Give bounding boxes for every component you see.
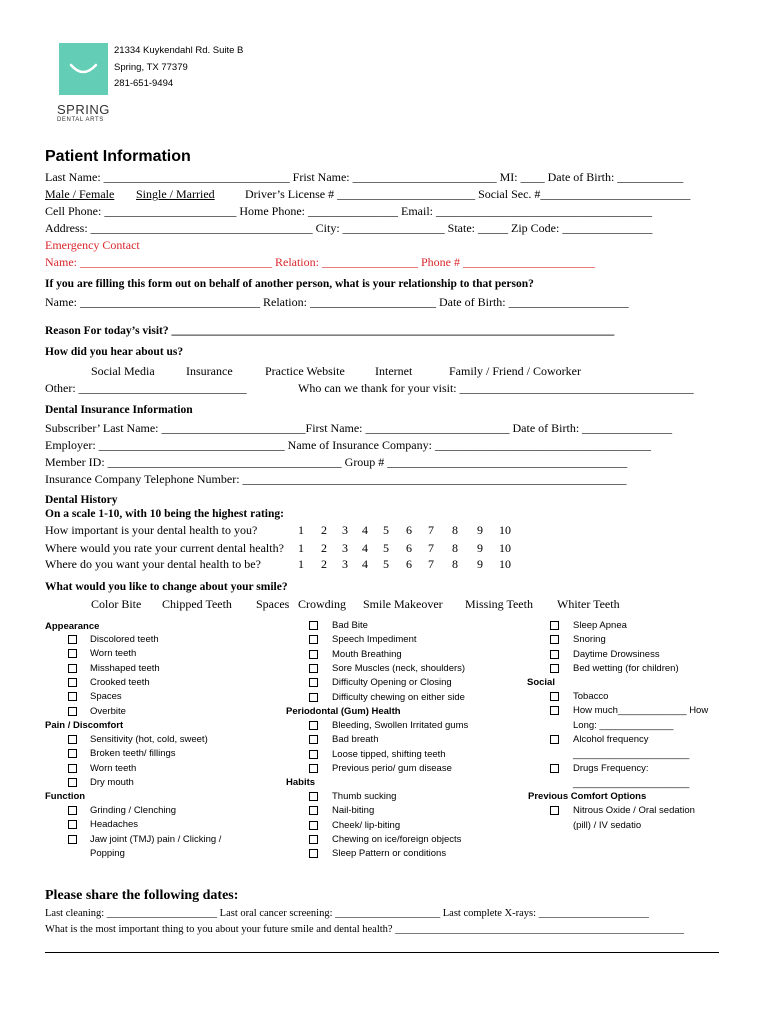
- insurance-row-employer: Employer: _______________________________ Name of Insurance Company: ____________________________________: [45, 438, 651, 452]
- smile-question: What would you like to change about your smile?: [45, 581, 288, 593]
- checkbox-label: Headaches: [90, 819, 139, 831]
- patient-row-license: Driver’s License # _______________________ Social Sec. #_________________________: [245, 187, 691, 201]
- rating-option[interactable]: 8: [452, 523, 458, 537]
- checkbox-label: Bad breath: [332, 734, 379, 746]
- checkbox[interactable]: [68, 707, 77, 716]
- page-title: Patient Information: [45, 148, 191, 165]
- alcohol-line[interactable]: ______________________: [573, 749, 690, 760]
- patient-row-phones: Cell Phone: ______________________ Home Phone: _______________ Email: ____________________________________: [45, 204, 652, 218]
- rating-question: How important is your dental health to you?: [45, 523, 258, 537]
- perio-heading: Periodontal (Gum) Health: [286, 706, 401, 717]
- rating-option[interactable]: 10: [499, 523, 511, 537]
- rating-option[interactable]: 8: [452, 541, 458, 555]
- hear-other-field[interactable]: Other: ____________________________: [45, 381, 247, 395]
- checkbox-label: Bad Bite: [332, 620, 368, 631]
- checkbox-label: Previous perio/ gum disease: [332, 762, 452, 774]
- rating-option[interactable]: 5: [383, 523, 389, 537]
- rating-option[interactable]: 3: [342, 557, 348, 571]
- insurance-row-subscriber: Subscriber’ Last Name: ________________________First Name: ________________________ Date of Birth: _______________: [45, 421, 673, 435]
- checkbox-label: Spaces: [90, 691, 122, 703]
- rating-option[interactable]: 10: [499, 557, 511, 571]
- social-heading: Social: [527, 677, 555, 688]
- checkbox[interactable]: [68, 664, 77, 673]
- hear-option-insurance[interactable]: Insurance: [186, 364, 233, 378]
- checkbox[interactable]: [68, 806, 77, 815]
- rating-option[interactable]: 7: [428, 541, 434, 555]
- checkbox[interactable]: [550, 650, 559, 659]
- smile-option-color-bite[interactable]: Color Bite: [91, 597, 142, 611]
- drugs-checkbox[interactable]: [550, 764, 559, 773]
- alcohol-label: Alcohol frequency: [573, 734, 649, 745]
- hear-option-family[interactable]: Family / Friend / Coworker: [449, 364, 581, 378]
- smile-option-chipped[interactable]: Chipped Teeth: [162, 597, 232, 611]
- checkbox-label: Difficulty chewing on either side: [332, 691, 465, 703]
- checkbox[interactable]: [68, 735, 77, 744]
- checkbox-label: Grinding / Clenching: [90, 805, 177, 816]
- rating-question: Where would you rate your current dental health?: [45, 541, 284, 555]
- behalf-row: Name: ______________________________ Relation: _____________________ Date of Birth: ____________________: [45, 295, 629, 309]
- practice-phone: 281-651-9494: [114, 78, 174, 89]
- nitrous-label: Nitrous Oxide / Oral sedation: [573, 805, 695, 816]
- checkbox-label: Crooked teeth: [90, 676, 150, 688]
- checkbox-label: Broken teeth/ fillings: [90, 748, 176, 760]
- rating-question: Where do you want your dental health to be?: [45, 557, 261, 571]
- behalf-question: If you are filling this form out on behalf of another person, what is your relationship to that person?: [45, 278, 534, 290]
- rating-option[interactable]: 4: [362, 523, 368, 537]
- smile-icon: [59, 43, 108, 95]
- tobacco-checkbox[interactable]: [550, 692, 559, 701]
- dates-heading: Please share the following dates:: [45, 888, 239, 903]
- important-question: What is the most important thing to you about your future smile and dental health? _______________________________________________________: [45, 924, 684, 935]
- logo-subtitle: DENTAL ARTS: [57, 117, 104, 123]
- checkbox[interactable]: [550, 621, 559, 630]
- comfort-heading: Previous Comfort Options: [528, 791, 647, 802]
- smile-option-missing[interactable]: Missing Teeth: [465, 597, 533, 611]
- insurance-row-phone: Insurance Company Telephone Number: ________________________________________________________________: [45, 472, 627, 486]
- nitrous-checkbox[interactable]: [550, 806, 559, 815]
- long-field[interactable]: Long: ______________: [573, 720, 674, 731]
- smile-option-makeover[interactable]: Smile Makeover: [363, 597, 443, 611]
- checkbox-label: Sensitivity (hot, cold, sweet): [90, 734, 208, 745]
- rating-option[interactable]: 2: [321, 557, 327, 571]
- emergency-contact-row: Name: ________________________________ Relation: ________________ Phone # ______________________: [45, 255, 595, 269]
- checkbox[interactable]: [309, 678, 318, 687]
- practice-logo-mark: [59, 43, 108, 95]
- rating-option[interactable]: 5: [383, 541, 389, 555]
- rating-option[interactable]: 5: [383, 557, 389, 571]
- rating-option[interactable]: 6: [406, 541, 412, 555]
- rating-option[interactable]: 6: [406, 523, 412, 537]
- checkbox-label: Thumb sucking: [332, 791, 397, 802]
- checkbox-label: Speech Impediment: [332, 634, 417, 646]
- checkbox[interactable]: [309, 721, 318, 730]
- checkbox-label: Dry mouth: [90, 776, 134, 788]
- emergency-contact-label: Emergency Contact: [45, 238, 140, 252]
- checkbox[interactable]: [550, 664, 559, 673]
- history-heading: Dental History: [45, 494, 118, 506]
- rating-option[interactable]: 2: [321, 541, 327, 555]
- hear-option-internet[interactable]: Internet: [375, 364, 413, 378]
- smile-option-whiter[interactable]: Whiter Teeth: [557, 597, 620, 611]
- patient-row-names: Last Name: _______________________________ Frist Name: ________________________ MI: ____ Date of Birth: ___________: [45, 170, 684, 184]
- checkbox[interactable]: [68, 835, 77, 844]
- drugs-line[interactable]: ______________________: [573, 778, 690, 789]
- rating-option[interactable]: 9: [477, 523, 483, 537]
- rating-option[interactable]: 4: [362, 541, 368, 555]
- insurance-heading: Dental Insurance Information: [45, 404, 193, 416]
- checkbox[interactable]: [309, 821, 318, 830]
- checkbox-label: Overbite: [90, 705, 126, 717]
- checkbox-label: Sore Muscles (neck, shoulders): [332, 662, 466, 674]
- checkbox-label: Chewing on ice/foreign objects: [332, 833, 462, 845]
- answer-line[interactable]: [45, 952, 719, 953]
- rating-option[interactable]: 4: [362, 557, 368, 571]
- rating-option[interactable]: 1: [298, 523, 304, 537]
- habits-heading: Habits: [286, 777, 316, 788]
- checkbox-label: Nail-biting: [332, 805, 375, 817]
- checkbox[interactable]: [309, 664, 318, 673]
- smile-option-spaces[interactable]: Spaces: [256, 597, 290, 611]
- rating-option[interactable]: 9: [477, 541, 483, 555]
- checkbox-label: Sleep Apnea: [573, 620, 627, 631]
- history-scale: On a scale 1-10, with 10 being the highest rating:: [45, 508, 284, 520]
- reason-for-visit: Reason For today’s visit? _____________________________________________________________________________: [45, 325, 615, 337]
- checkbox-label: Sleep Pattern or conditions: [332, 848, 447, 860]
- rating-option[interactable]: 6: [406, 557, 412, 571]
- appearance-heading: Appearance: [45, 621, 100, 632]
- checkbox[interactable]: [309, 621, 318, 630]
- function-item-popping: Popping: [90, 848, 125, 859]
- smile-option-crowding[interactable]: Crowding: [298, 597, 346, 611]
- rating-option[interactable]: 1: [298, 541, 304, 555]
- checkbox-label: Difficulty Opening or Closing: [332, 677, 452, 689]
- checkbox[interactable]: [309, 693, 318, 702]
- checkbox[interactable]: [68, 635, 77, 644]
- checkbox-label: Discolored teeth: [90, 634, 159, 645]
- checkbox[interactable]: [68, 820, 77, 829]
- rating-option[interactable]: 1: [298, 557, 304, 571]
- rating-option[interactable]: 8: [452, 557, 458, 571]
- checkbox-label: Mouth Breathing: [332, 648, 402, 660]
- hear-thanks-field[interactable]: Who can we thank for your visit: _______________________________________: [298, 381, 694, 395]
- pain-heading: Pain / Discomfort: [45, 720, 124, 731]
- hear-question: How did you hear about us?: [45, 346, 184, 358]
- rating-option[interactable]: 3: [342, 523, 348, 537]
- rating-option[interactable]: 3: [342, 541, 348, 555]
- checkbox[interactable]: [68, 749, 77, 758]
- checkbox[interactable]: [309, 764, 318, 773]
- checkbox-label: Misshaped teeth: [90, 662, 160, 674]
- logo-name: SPRING: [57, 102, 110, 117]
- rating-option[interactable]: 2: [321, 523, 327, 537]
- rating-option[interactable]: 9: [477, 557, 483, 571]
- sex-field[interactable]: Male / Female: [45, 187, 115, 201]
- checkbox[interactable]: [309, 635, 318, 644]
- checkbox[interactable]: [309, 806, 318, 815]
- checkbox-label: Bed wetting (for children): [573, 662, 679, 674]
- checkbox-label: Worn teeth: [90, 648, 137, 660]
- checkbox-label: Cheek/ lip-biting: [332, 819, 401, 831]
- checkbox-label: Snoring: [573, 634, 606, 646]
- rating-option[interactable]: 10: [499, 541, 511, 555]
- checkbox[interactable]: [68, 778, 77, 787]
- marital-status-field[interactable]: Single / Married: [136, 187, 215, 201]
- rating-option[interactable]: 7: [428, 557, 434, 571]
- patient-row-address: Address: _____________________________________ City: _________________ State: _____ Zip Code: _______________: [45, 221, 653, 235]
- checkbox-label: Worn teeth: [90, 762, 137, 774]
- tobacco-label: Tobacco: [573, 691, 609, 702]
- pill-label: (pill) / IV sedatio: [573, 820, 642, 831]
- hear-option-website[interactable]: Practice Website: [265, 364, 345, 378]
- practice-address-line1: 21334 Kuykendahl Rd. Suite B: [114, 45, 244, 56]
- rating-option[interactable]: 7: [428, 523, 434, 537]
- checkbox-label: Daytime Drowsiness: [573, 648, 660, 660]
- function-heading: Function: [45, 791, 86, 802]
- checkbox[interactable]: [309, 750, 318, 759]
- how-much-field[interactable]: How much_____________ How: [573, 705, 709, 716]
- practice-address-line2: Spring, TX 77379: [114, 62, 188, 73]
- checkbox[interactable]: [550, 635, 559, 644]
- checkbox[interactable]: [309, 735, 318, 744]
- checkbox[interactable]: [68, 764, 77, 773]
- checkbox[interactable]: [68, 649, 77, 658]
- checkbox-label: Loose tipped, shifting teeth: [332, 748, 446, 760]
- alcohol-checkbox[interactable]: [550, 735, 559, 744]
- checkbox[interactable]: [309, 650, 318, 659]
- drugs-label: Drugs Frequency:: [573, 763, 649, 774]
- checkbox[interactable]: [68, 692, 77, 701]
- how-much-checkbox[interactable]: [550, 706, 559, 715]
- insurance-row-member: Member ID: _______________________________________ Group # ________________________________________: [45, 455, 628, 469]
- checkbox[interactable]: [309, 792, 318, 801]
- checkbox[interactable]: [309, 835, 318, 844]
- checkbox[interactable]: [68, 678, 77, 687]
- dates-row: Last cleaning: _____________________ Last oral cancer screening: ____________________ Last complete X-rays: _____________________: [45, 908, 649, 919]
- checkbox-label: Jaw joint (TMJ) pain / Clicking /: [90, 833, 222, 845]
- checkbox[interactable]: [309, 849, 318, 858]
- checkbox-label: Bleeding, Swollen Irritated gums: [332, 720, 469, 731]
- hear-option-social[interactable]: Social Media: [91, 364, 155, 378]
